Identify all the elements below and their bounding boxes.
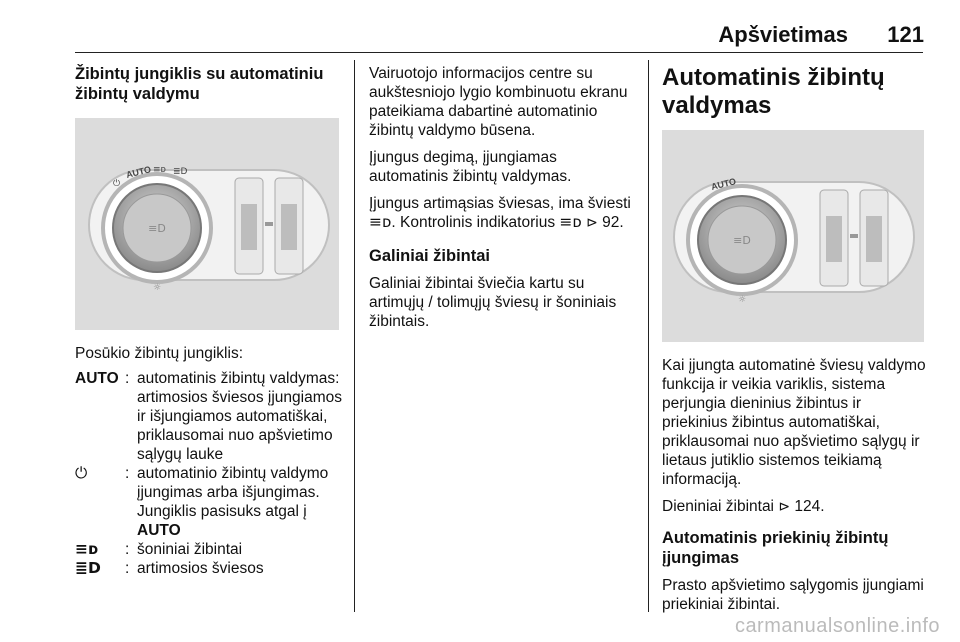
auto-inline-label: AUTO — [137, 522, 181, 539]
header-rule — [75, 52, 923, 53]
middle-para-1: Vairuotojo informacijos centre su aukštesniojo lygio kombinuotu ekranu pateikiama dabartinė automatinio žibintų valdymo būsena. — [369, 65, 628, 139]
legend-colon: : — [125, 465, 130, 482]
left-heading: Žibintų jungiklis su automatiniu žibintų valdymu — [75, 65, 324, 103]
middle-para-4: Galiniai žibintai šviečia kartu su artimųjų / tolimųjų šviesų ir šoniniais žibintais. — [369, 275, 617, 330]
side-lights-icon: ≡ᴅ — [559, 213, 582, 231]
svg-text:☼: ☼ — [152, 283, 162, 293]
legend-desc-power: automatinio žibintų valdymo įjungimas arba išjungimas. Jungiklis pasisuks atgal į AUTO — [137, 465, 329, 539]
page-ref: 92. — [602, 214, 624, 231]
middle-para-2: Įjungus degimą, įjungiamas automatinis žibintų valdymas. — [369, 149, 572, 185]
right-heading: Automatinis žibintų valdymas — [662, 64, 885, 119]
page-ref-arrow-icon: ⊳ — [778, 498, 791, 514]
svg-text:≡D: ≡D — [148, 222, 166, 235]
left-column — [75, 64, 343, 578]
svg-text:≡D: ≡D — [733, 234, 751, 247]
page-header-title: Apšvietimas — [718, 22, 848, 47]
page-ref-arrow-icon: ⊳ — [586, 214, 598, 230]
side-lights-icon: ≡ᴅ — [369, 213, 392, 231]
auto-label: AUTO — [710, 176, 738, 192]
auto-light-switch-figure — [662, 130, 924, 342]
page-ref: 124. — [794, 498, 825, 515]
power-icon: ⏻ — [75, 464, 88, 482]
column-divider-left — [354, 60, 355, 612]
svg-text:≣D: ≣D — [173, 167, 188, 177]
svg-text:⏻: ⏻ — [113, 179, 121, 189]
right-para-3: Prasto apšvietimo sąlygomis įjungiami priekiniai žibintai. — [662, 577, 924, 613]
side-lights-icon: ≡ᴅ — [75, 540, 99, 558]
legend-colon: : — [125, 541, 130, 558]
switch-caption: Posūkio žibintų jungiklis: — [75, 345, 244, 362]
middle-para-3: Įjungus artimąsias šviesas, ima šviesti ≡ᴅ. Kontrolinis indikatorius ≡ᴅ ⊳ 92. — [369, 195, 631, 231]
legend-desc-auto: automatinis žibintų valdymas: artimosios šviesos įjungiamos ir išjungiamos automatiškai, priklausomai nuo apšvietimo sąlygų lauke — [137, 370, 343, 463]
legend-term-auto: AUTO — [75, 370, 119, 387]
right-para-2: Dieniniai žibintai ⊳ 124. — [662, 498, 825, 515]
svg-text:☼: ☼ — [737, 295, 747, 305]
right-para-1: Kai įjungta automatinė šviesų valdymo funkcija ir veikia variklis, sistema perjungia dieninius žibintus ir priekinius žibintus automatiškai, priklausomai nuo apšvietimo sąlygų ir lietaus jutiklio sistemos teikiamą informaciją. — [662, 357, 926, 488]
legend-desc-side-lights: šoniniai žibintai — [137, 541, 243, 558]
watermark: carmanualsonline.info — [734, 615, 940, 637]
legend-colon: : — [125, 370, 130, 387]
middle-column — [369, 64, 637, 339]
legend-colon: : — [125, 560, 130, 577]
page-number: 121 — [887, 22, 924, 47]
column-divider-right — [648, 60, 649, 612]
middle-subheading: Galiniai žibintai — [369, 247, 491, 265]
auto-label: AUTO — [125, 164, 153, 180]
light-switch-figure — [75, 118, 339, 330]
svg-text:≡ᴅ: ≡ᴅ — [153, 165, 166, 175]
legend-list — [75, 369, 343, 578]
right-subheading: Automatinis priekinių žibintų įjungimas — [662, 529, 889, 567]
legend-desc-low-beam: artimosios šviesos — [137, 560, 264, 577]
right-column — [662, 64, 928, 622]
low-beam-icon: ≣D — [75, 559, 101, 577]
